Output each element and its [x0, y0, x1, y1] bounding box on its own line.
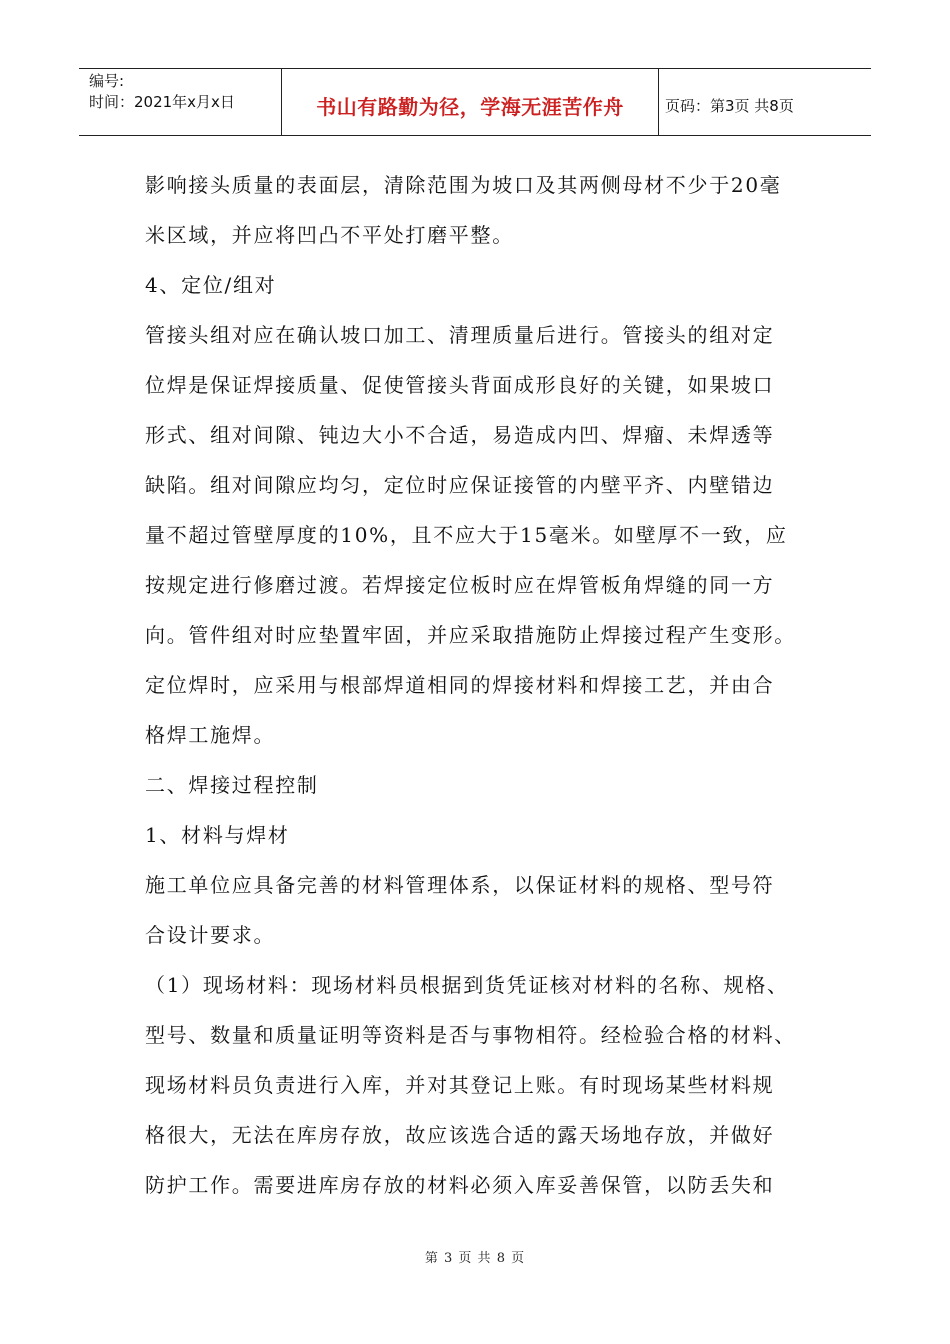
body-line: 量不超过管壁厚度的10%，且不应大于15毫米。如壁厚不一致，应 [145, 523, 788, 547]
page-header [79, 68, 871, 136]
document-body [145, 160, 810, 1210]
document-number-label: 编号: [89, 72, 125, 90]
body-line: 按规定进行修磨过渡。若焊接定位板时应在焊管板角焊缝的同一方 [145, 573, 775, 597]
body-line: 定位焊时，应采用与根部焊道相同的焊接材料和焊接工艺，并由合 [145, 673, 775, 697]
header-meta [79, 69, 282, 135]
body-line: （1）现场材料：现场材料员根据到货凭证核对材料的名称、规格、 [145, 973, 789, 997]
body-line: 管接头组对应在确认坡口加工、清理质量后进行。管接头的组对定 [145, 323, 775, 347]
body-line: 影响接头质量的表面层，清除范围为坡口及其两侧母材不少于20毫 [145, 173, 782, 197]
section-heading: 4、定位/组对 [145, 273, 277, 297]
page-footer: 第 3 页 共 8 页 [424, 1251, 526, 1266]
body-line: 缺陷。组对间隙应均匀，定位时应保证接管的内壁平齐、内壁错边 [145, 473, 775, 497]
body-line: 防护工作。需要进库房存放的材料必须入库妥善保管，以防丢失和 [145, 1173, 775, 1197]
header-page-info: 页码：第3页 共8页 [665, 96, 794, 115]
section-heading: 二、焊接过程控制 [145, 773, 319, 797]
body-line: 米区域，并应将凹凸不平处打磨平整。 [145, 223, 514, 247]
header-slogan: 书山有路勤为径，学海无涯苦作舟 [282, 69, 659, 135]
document-date: 时间：2021年x月x日 [89, 93, 235, 111]
body-line: 位焊是保证焊接质量、促使管接头背面成形良好的关键，如果坡口 [145, 373, 775, 397]
body-line: 格很大，无法在库房存放，故应该选合适的露天场地存放，并做好 [145, 1123, 775, 1147]
section-heading: 1、材料与焊材 [145, 823, 290, 847]
body-line: 格焊工施焊。 [145, 723, 276, 747]
body-line: 型号、数量和质量证明等资料是否与事物相符。经检验合格的材料、 [145, 1023, 796, 1047]
body-line: 现场材料员负责进行入库，并对其登记上账。有时现场某些材料规 [145, 1073, 775, 1097]
body-line: 施工单位应具备完善的材料管理体系，以保证材料的规格、型号符 [145, 873, 775, 897]
body-line: 形式、组对间隙、钝边大小不合适，易造成内凹、焊瘤、未焊透等 [145, 423, 775, 447]
body-line: 合设计要求。 [145, 923, 276, 947]
body-line: 向。管件组对时应垫置牢固，并应采取措施防止焊接过程产生变形。 [145, 623, 796, 647]
